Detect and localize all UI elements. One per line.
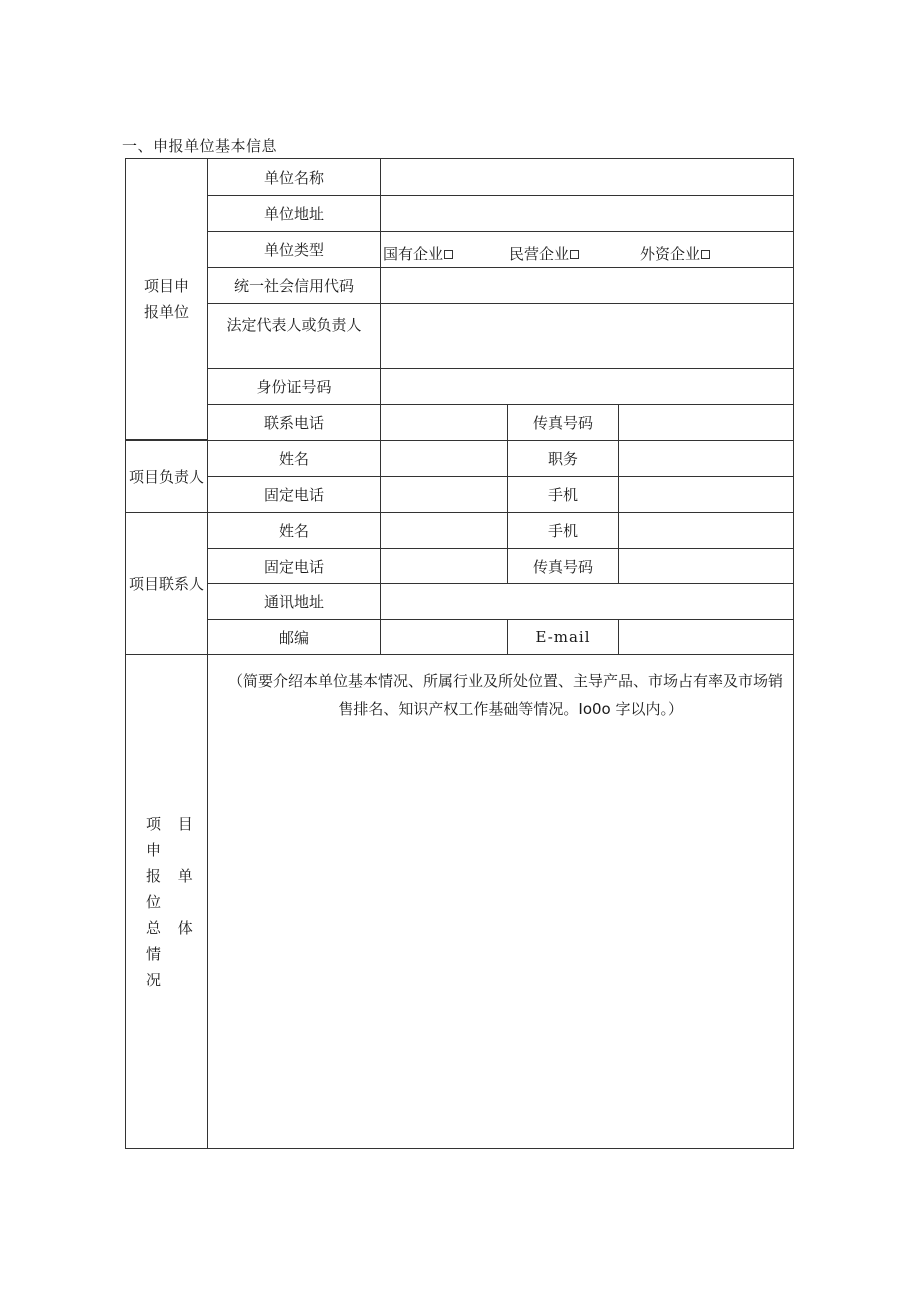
unit-name-field[interactable] [380, 158, 794, 196]
unit-type-option-private[interactable] [509, 243, 579, 264]
label-phone: 联系电话 [207, 404, 381, 441]
label-leader-mobile: 手机 [507, 476, 619, 513]
unit-type-option-state-owned[interactable] [383, 243, 453, 264]
email-field[interactable] [618, 619, 794, 655]
label-unit-type: 单位类型 [207, 231, 381, 268]
label-contact-name: 姓名 [207, 512, 381, 549]
legal-rep-field[interactable] [380, 303, 794, 369]
contact-name-field[interactable] [380, 512, 508, 549]
fax-field[interactable] [618, 404, 794, 441]
unit-address-field[interactable] [380, 195, 794, 232]
contact-mobile-field[interactable] [618, 512, 794, 549]
postcode-field[interactable] [380, 619, 508, 655]
label-leader-landline: 固定电话 [207, 476, 381, 513]
label-credit-code: 统一社会信用代码 [207, 267, 381, 304]
overview-label-line: 报 单 位 [146, 866, 199, 911]
contact-landline-field[interactable] [380, 548, 508, 584]
overview-label-line: 况 [146, 970, 168, 989]
section-title: 一、申报单位基本信息 [122, 137, 278, 155]
label-fax: 传真号码 [507, 404, 619, 441]
label-contact-landline: 固定电话 [207, 548, 381, 584]
group-label-line: 报单位 [143, 303, 189, 321]
group-label-leader: 项目负责人 [125, 440, 208, 513]
credit-code-field[interactable] [380, 267, 794, 304]
contact-fax-field[interactable] [618, 548, 794, 584]
mail-address-field[interactable] [380, 583, 794, 620]
leader-title-field[interactable] [618, 440, 794, 477]
group-label-contact: 项目联系人 [125, 512, 208, 655]
label-unit-address: 单位地址 [207, 195, 381, 232]
leader-mobile-field[interactable] [618, 476, 794, 513]
option-label: 民营企业 [509, 245, 570, 263]
overview-textarea[interactable] [207, 654, 794, 1149]
unit-type-option-foreign[interactable] [640, 243, 710, 264]
label-legal-rep: 法定代表人或负责人 [207, 303, 381, 369]
group-label-applicant [125, 158, 208, 440]
id-number-field[interactable] [380, 368, 794, 405]
label-contact-mobile: 手机 [507, 512, 619, 549]
unit-type-options [380, 231, 794, 268]
overview-note-line: 售排名、知识产权工作基础等情况。Io0o 字以内。） [338, 700, 683, 718]
label-leader-name: 姓名 [207, 440, 381, 477]
checkbox-icon[interactable] [701, 250, 710, 259]
leader-landline-field[interactable] [380, 476, 508, 513]
group-label-line: 项目申 [143, 277, 189, 295]
group-label-overview [125, 654, 208, 1149]
leader-name-field[interactable] [380, 440, 508, 477]
label-postcode: 邮编 [207, 619, 381, 655]
label-id-number: 身份证号码 [207, 368, 381, 405]
overview-label-line: 项 目 申 [146, 814, 199, 859]
label-leader-title: 职务 [507, 440, 619, 477]
checkbox-icon[interactable] [444, 250, 453, 259]
label-unit-name: 单位名称 [207, 158, 381, 196]
option-label: 国有企业 [383, 245, 444, 263]
label-mail-address: 通讯地址 [207, 583, 381, 620]
option-label: 外资企业 [640, 245, 701, 263]
overview-note-line: （简要介绍本单位基本情况、所属行业及所处位置、主导产品、市场占有率及市场销 [227, 672, 783, 690]
label-email: E-mail [507, 619, 619, 655]
checkbox-icon[interactable] [570, 250, 579, 259]
overview-label-line: 总 体 情 [146, 918, 199, 963]
phone-field[interactable] [380, 404, 508, 441]
label-contact-fax: 传真号码 [507, 548, 619, 584]
